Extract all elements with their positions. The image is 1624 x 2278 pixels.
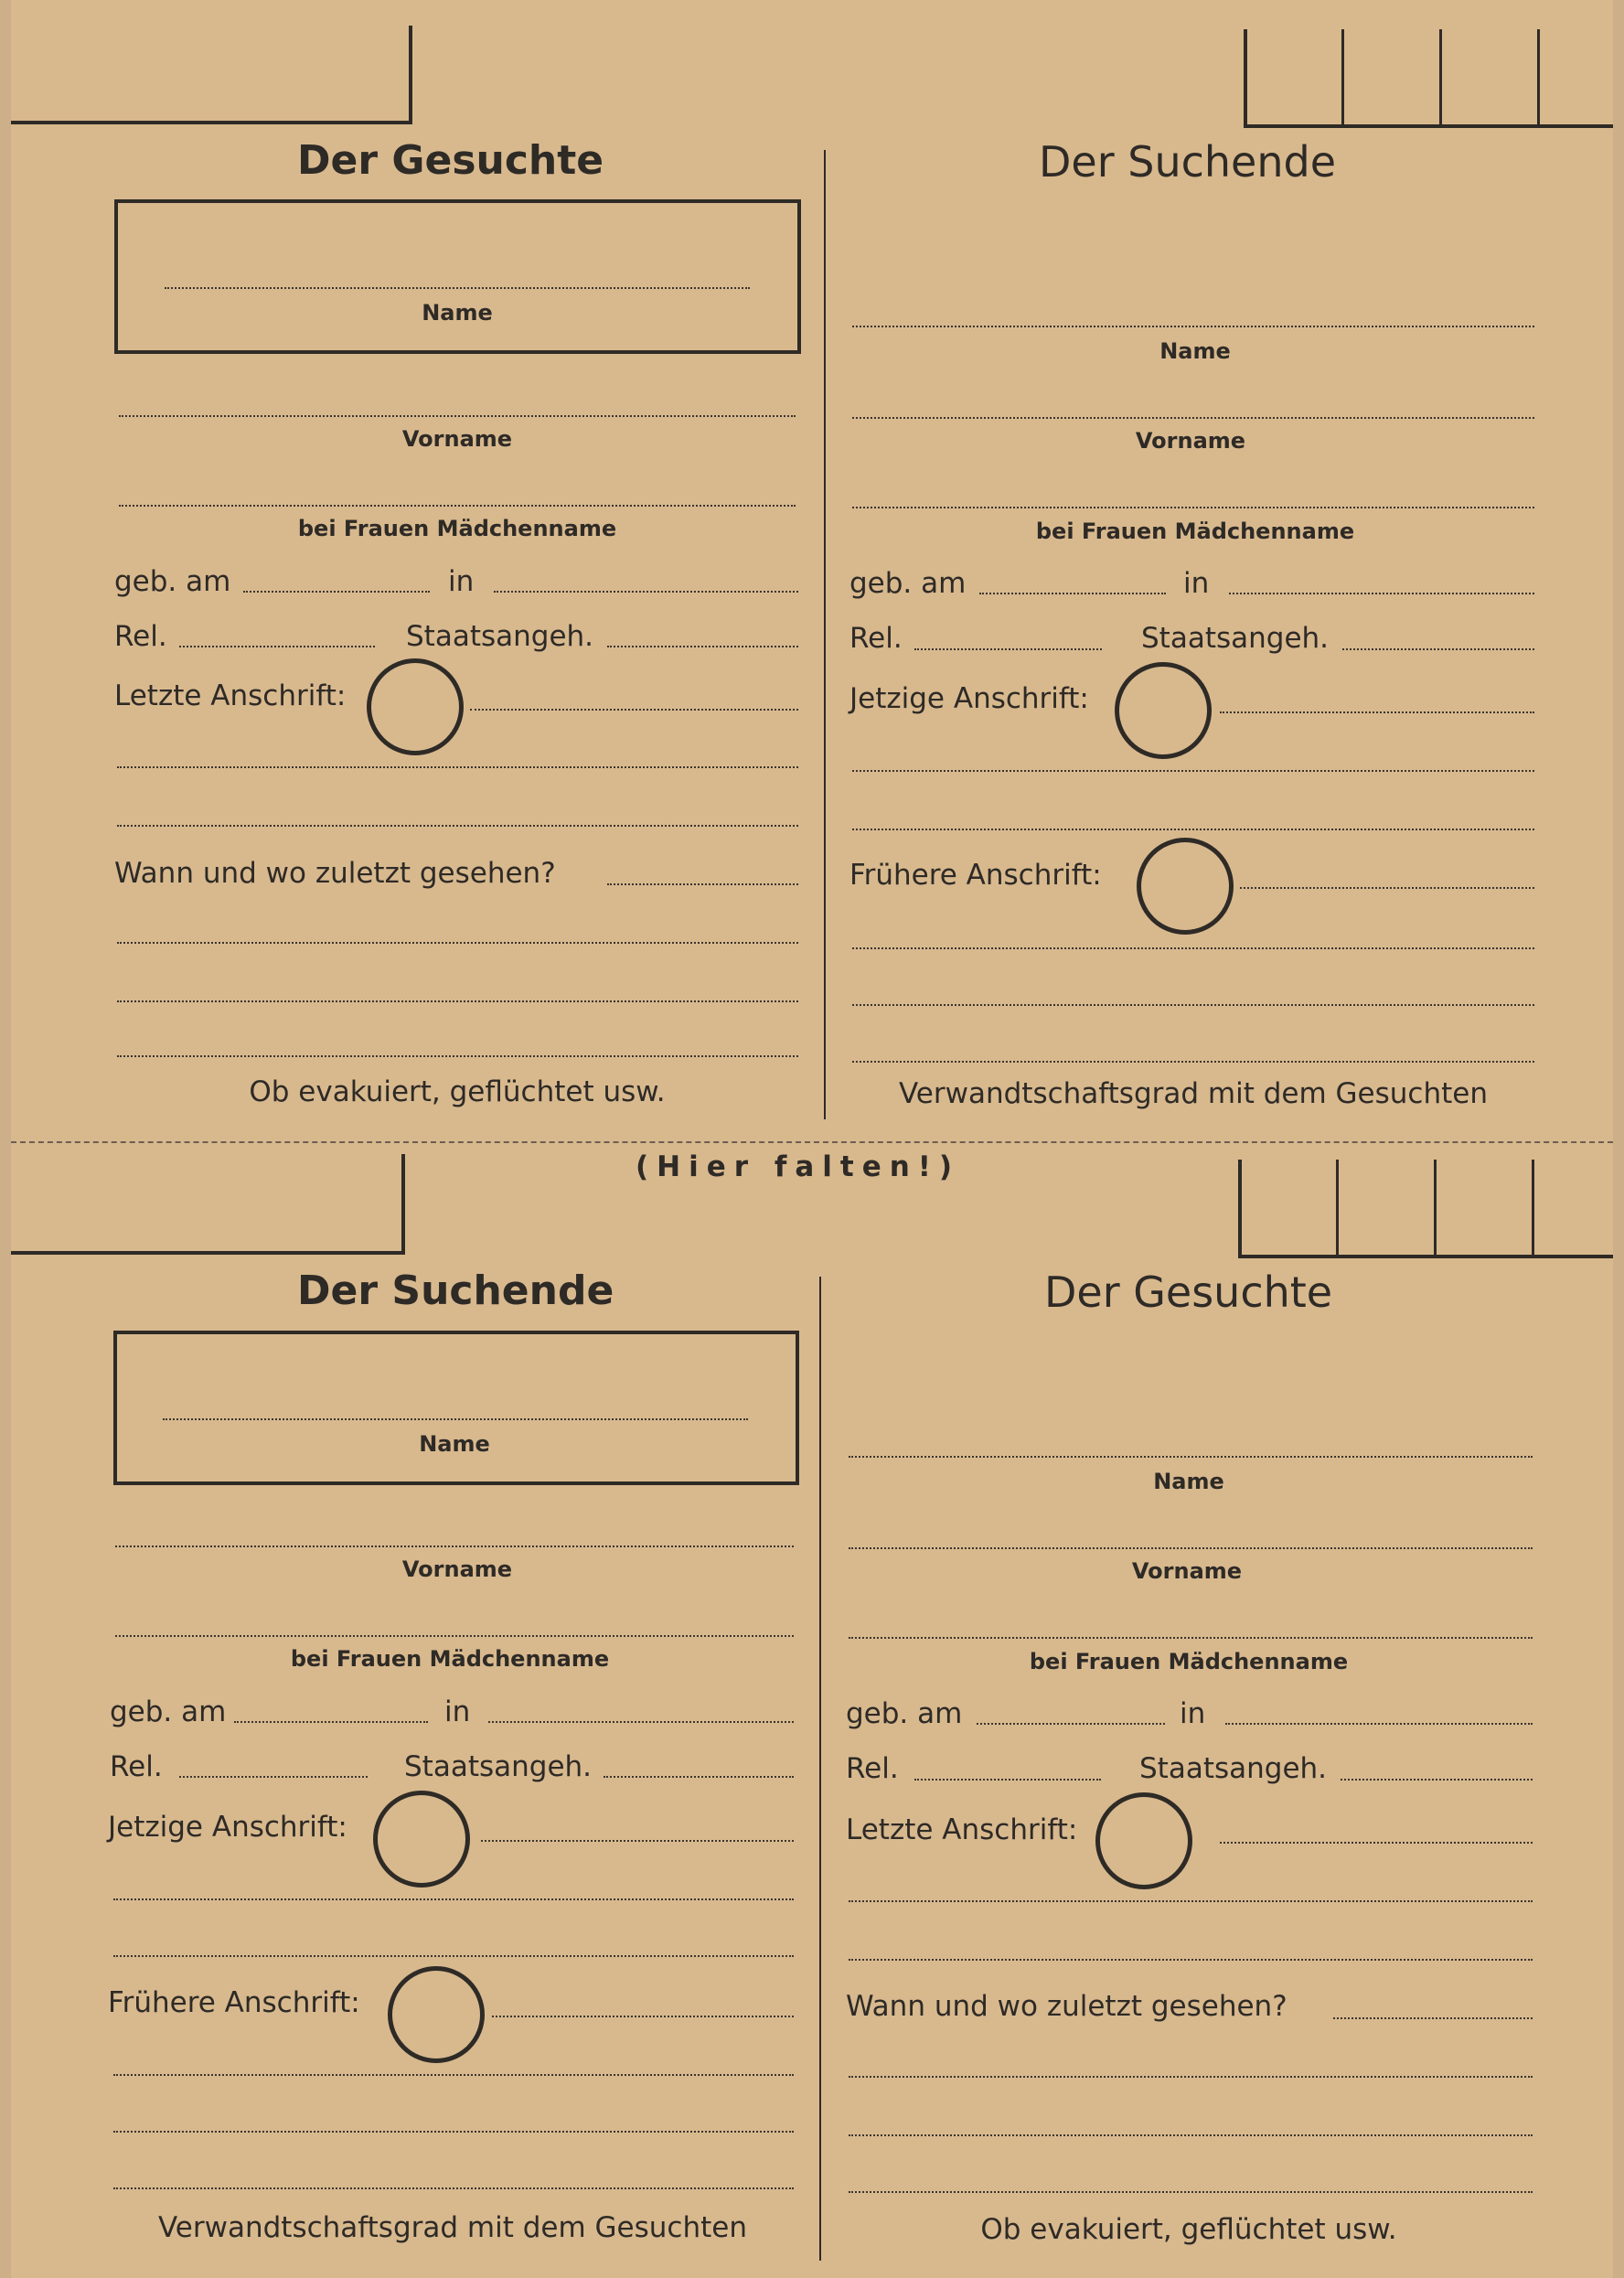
rel-label: Rel.: [114, 620, 167, 653]
birthplace-field[interactable]: [488, 1721, 794, 1723]
footer-caption: Ob evakuiert, geflüchtet usw.: [980, 2213, 1397, 2246]
question-field-2[interactable]: [849, 2076, 1533, 2078]
address-field-3[interactable]: [849, 1959, 1533, 1961]
in-label: in: [1183, 567, 1210, 600]
stamp-circle-2: [1137, 838, 1234, 935]
geb-am-field[interactable]: [979, 593, 1166, 594]
geb-am-field[interactable]: [243, 591, 430, 593]
top-left-corner-horizontal: [11, 121, 412, 124]
address-field-1[interactable]: [470, 709, 798, 711]
name-label: Name: [422, 300, 493, 326]
panel-title: Der Gesuchte: [297, 137, 604, 184]
question-field-3[interactable]: [117, 1000, 798, 1002]
panel-title: Der Suchende: [1039, 137, 1337, 187]
vorname-label: Vorname: [401, 426, 513, 452]
footer-caption: Verwandtschaftsgrad mit dem Gesuchten: [899, 1077, 1488, 1110]
staatsangeh-label: Staatsangeh.: [1141, 622, 1330, 655]
former-address-field-4[interactable]: [852, 1061, 1534, 1063]
name-field[interactable]: [165, 287, 750, 289]
name-label: Name: [1153, 1469, 1224, 1494]
name-field[interactable]: [163, 1418, 748, 1420]
stamp-circle: [1095, 1792, 1192, 1889]
former-address-field-2[interactable]: [852, 947, 1534, 949]
rel-label: Rel.: [110, 1750, 163, 1783]
top-right-box-line-2: [1341, 29, 1344, 128]
address-field-1[interactable]: [1220, 711, 1534, 713]
geb-am-field[interactable]: [977, 1723, 1165, 1725]
paper-edge-left: [0, 0, 11, 2278]
rel-field[interactable]: [179, 1776, 368, 1778]
address-field-2[interactable]: [849, 1900, 1533, 1902]
staatsangeh-label: Staatsangeh.: [1139, 1752, 1328, 1785]
birthplace-field[interactable]: [1225, 1723, 1533, 1725]
question-field-1[interactable]: [1333, 2017, 1533, 2019]
vorname-field[interactable]: [849, 1547, 1533, 1549]
name-label: Name: [419, 1431, 490, 1457]
geb-am-label: geb. am: [114, 565, 231, 598]
vorname-label: Vorname: [401, 1556, 513, 1582]
question-field-1[interactable]: [607, 883, 798, 885]
footer-caption: Verwandtschaftsgrad mit dem Gesuchten: [158, 2211, 747, 2244]
footer-caption: Ob evakuiert, geflüchtet usw.: [249, 1075, 666, 1108]
address-label: Letzte Anschrift:: [846, 1813, 1078, 1846]
bottom-right-box-line-2: [1336, 1160, 1339, 1258]
staatsangeh-field[interactable]: [604, 1776, 794, 1778]
in-label: in: [448, 565, 475, 598]
address-field-3[interactable]: [852, 829, 1534, 830]
address-field-1[interactable]: [481, 1840, 794, 1842]
vorname-field[interactable]: [119, 415, 796, 417]
name-field[interactable]: [852, 326, 1534, 327]
former-address-label: Frühere Anschrift:: [849, 859, 1102, 892]
panel-title: Der Gesuchte: [1044, 1267, 1333, 1317]
geb-am-label: geb. am: [846, 1697, 963, 1730]
former-address-field-3[interactable]: [113, 2131, 794, 2133]
question-field-4[interactable]: [117, 1055, 798, 1057]
address-label: Letzte Anschrift:: [114, 679, 347, 712]
stamp-circle-2: [388, 1966, 485, 2063]
stamp-circle: [373, 1791, 470, 1888]
address-label: Jetzige Anschrift:: [849, 682, 1089, 715]
staatsangeh-label: Staatsangeh.: [404, 1750, 593, 1783]
maedchenname-label: bei Frauen Mädchenname: [297, 516, 617, 541]
former-address-field-4[interactable]: [113, 2187, 794, 2189]
bottom-left-corner-vertical: [401, 1154, 405, 1255]
bottom-right-box-bottom: [1238, 1255, 1613, 1258]
address-field-3[interactable]: [117, 825, 798, 827]
former-address-field-2[interactable]: [113, 2074, 794, 2076]
address-field-1[interactable]: [1220, 1842, 1533, 1844]
staatsangeh-label: Staatsangeh.: [406, 620, 594, 653]
panel-title: Der Suchende: [297, 1267, 614, 1314]
stamp-circle: [1115, 662, 1212, 759]
top-left-corner-vertical: [409, 26, 412, 124]
geb-am-label: geb. am: [110, 1695, 227, 1728]
rel-label: Rel.: [846, 1752, 899, 1785]
rel-field[interactable]: [914, 648, 1102, 650]
maedchenname-label: bei Frauen Mädchenname: [290, 1646, 610, 1672]
maedchenname-label: bei Frauen Mädchenname: [1035, 519, 1355, 544]
fold-label: (Hier falten!): [636, 1150, 961, 1183]
question-label: Wann und wo zuletzt gesehen?: [846, 1990, 1287, 2023]
former-address-field-1[interactable]: [1240, 887, 1534, 889]
staatsangeh-field[interactable]: [1341, 1779, 1533, 1781]
stamp-circle: [367, 658, 464, 755]
vorname-field[interactable]: [115, 1545, 794, 1547]
vorname-label: Vorname: [1131, 1558, 1243, 1584]
geb-am-label: geb. am: [849, 567, 967, 600]
in-label: in: [444, 1695, 471, 1728]
address-field-2[interactable]: [852, 770, 1534, 772]
in-label: in: [1180, 1697, 1206, 1730]
top-right-box-line-1: [1244, 29, 1247, 128]
bottom-center-divider: [819, 1277, 821, 2261]
staatsangeh-field[interactable]: [607, 646, 798, 647]
bottom-right-box-line-1: [1238, 1160, 1242, 1258]
name-box: [113, 1331, 799, 1485]
former-address-field-1[interactable]: [492, 2016, 794, 2017]
maedchenname-label: bei Frauen Mädchenname: [1029, 1649, 1349, 1674]
maedchenname-field[interactable]: [119, 505, 796, 507]
question-label: Wann und wo zuletzt gesehen?: [114, 857, 556, 890]
address-field-3[interactable]: [113, 1955, 794, 1957]
maedchenname-field[interactable]: [852, 507, 1534, 508]
name-label: Name: [1159, 338, 1231, 364]
bottom-left-corner-horizontal: [11, 1251, 405, 1255]
top-right-box-line-3: [1439, 29, 1442, 128]
paper-edge-right: [1613, 0, 1624, 2278]
address-label: Jetzige Anschrift:: [108, 1811, 347, 1844]
top-right-box-line-4: [1537, 29, 1540, 128]
question-field-4[interactable]: [849, 2191, 1533, 2193]
birthplace-field[interactable]: [1229, 593, 1534, 594]
geb-am-field[interactable]: [234, 1721, 428, 1723]
name-box: [114, 199, 801, 354]
maedchenname-field[interactable]: [115, 1635, 794, 1637]
address-field-2[interactable]: [117, 766, 798, 768]
address-field-2[interactable]: [113, 1898, 794, 1900]
bottom-right-box-line-4: [1532, 1160, 1534, 1258]
question-field-3[interactable]: [849, 2134, 1533, 2136]
top-right-box-bottom: [1244, 124, 1613, 128]
former-address-label: Frühere Anschrift:: [108, 1986, 360, 2019]
staatsangeh-field[interactable]: [1342, 648, 1534, 650]
rel-label: Rel.: [849, 622, 903, 655]
bottom-right-box-line-3: [1434, 1160, 1437, 1258]
birthplace-field[interactable]: [494, 591, 798, 593]
name-field[interactable]: [849, 1456, 1533, 1458]
rel-field[interactable]: [179, 646, 375, 647]
vorname-field[interactable]: [852, 417, 1534, 419]
top-center-divider: [824, 150, 826, 1119]
rel-field[interactable]: [914, 1779, 1101, 1781]
maedchenname-field[interactable]: [849, 1637, 1533, 1639]
fold-line: [11, 1141, 1613, 1143]
former-address-field-3[interactable]: [852, 1004, 1534, 1006]
vorname-label: Vorname: [1135, 428, 1246, 454]
question-field-2[interactable]: [117, 942, 798, 944]
